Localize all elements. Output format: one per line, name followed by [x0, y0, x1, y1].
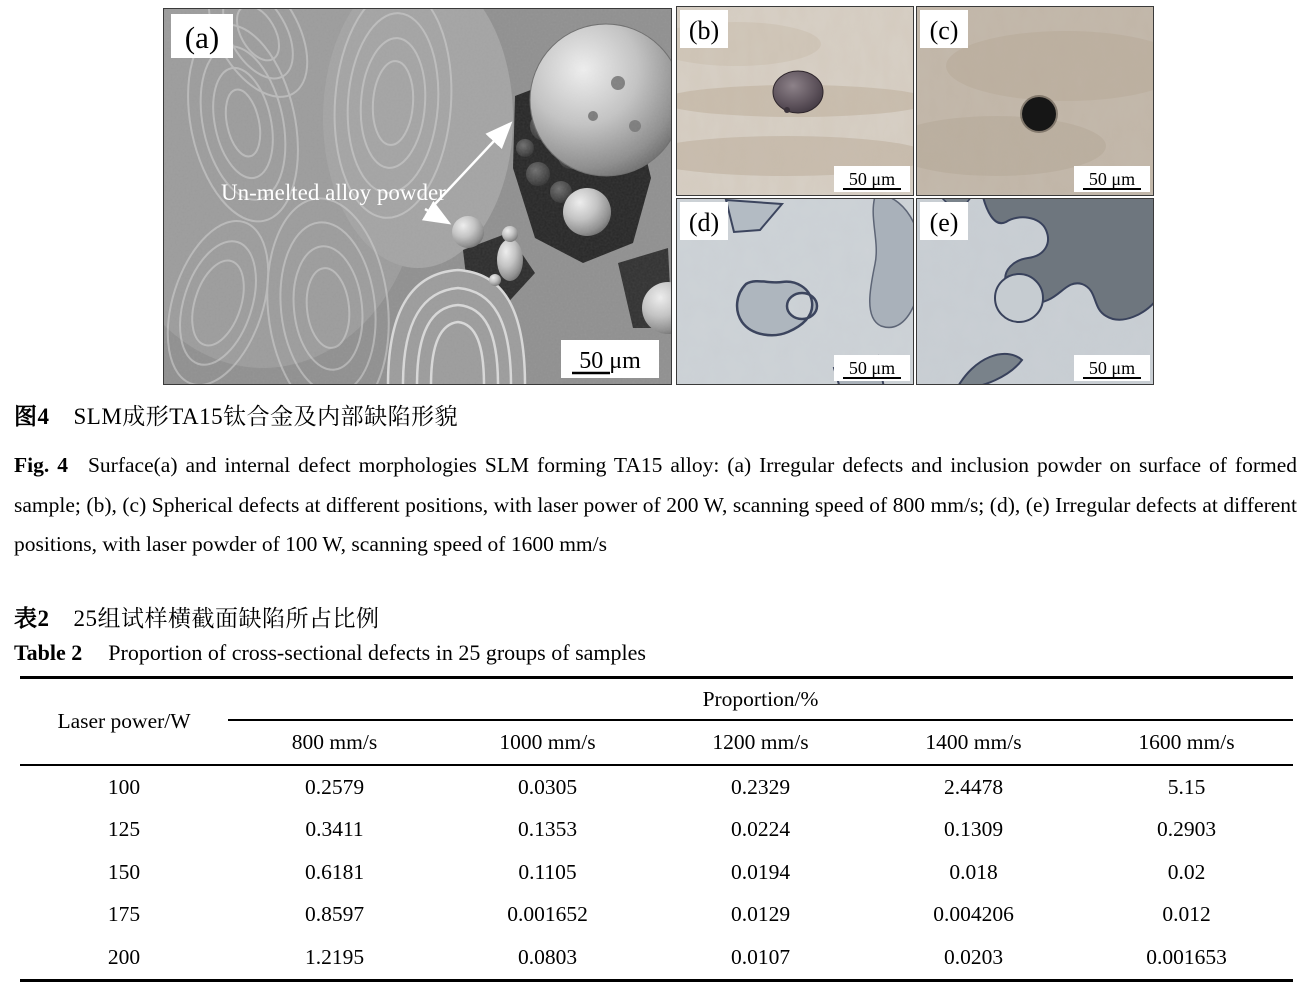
- cell-value: 0.001652: [507, 902, 588, 927]
- cell-value: 0.8597: [304, 902, 365, 927]
- panel-label: (a): [184, 20, 220, 55]
- scale-bar-label: 50 μm: [579, 348, 641, 374]
- table-caption-zh: [14, 600, 380, 633]
- annotation-text: Un-melted alloy powder: [221, 180, 446, 205]
- figure-caption-en: [14, 446, 1297, 565]
- cell-value: 1.2195: [304, 944, 365, 969]
- cell-value: 0.2903: [1156, 817, 1217, 842]
- col-header-1600: 1600 mm/s: [1080, 720, 1293, 765]
- defect-proportion-table: [20, 676, 1293, 982]
- sem-image: [163, 8, 672, 385]
- row-power: 175: [107, 902, 141, 927]
- col-header-1400: 1400 mm/s: [867, 720, 1080, 765]
- scale-bar-label: 50 μm: [848, 169, 896, 189]
- cell-value: 0.2579: [304, 774, 365, 799]
- cell-value: 0.0305: [517, 774, 578, 799]
- col-header-800: 800 mm/s: [228, 720, 441, 765]
- cell-value: 0.0194: [730, 859, 791, 884]
- panel-label: (b): [688, 16, 720, 45]
- row-power: 200: [107, 944, 141, 969]
- cell-value: 0.02: [1167, 859, 1206, 884]
- col-header-laser-power: Laser power/W: [20, 678, 228, 766]
- scale-bar-label: 50 μm: [848, 358, 896, 378]
- figure-caption-zh: [14, 398, 458, 431]
- optical-image: [916, 6, 1154, 196]
- table-caption-en-label: Table 2: [14, 640, 83, 665]
- table-caption-en-text: Proportion of cross-sectional defects in 25 groups of samples: [108, 640, 646, 665]
- micrograph-panel-d: [676, 198, 914, 385]
- cell-value: 0.0129: [730, 902, 791, 927]
- table-row: [20, 936, 1293, 980]
- optical-image: [916, 198, 1154, 385]
- table-caption-en: [14, 640, 646, 666]
- micrograph-panel-e: [916, 198, 1154, 385]
- cell-value: 0.012: [1162, 902, 1211, 927]
- cell-value: 0.004206: [933, 902, 1014, 927]
- cell-value: 0.0203: [943, 944, 1004, 969]
- figure-caption-en-label: Fig. 4: [14, 453, 68, 477]
- cell-value: 0.018: [949, 859, 998, 884]
- col-header-1000: 1000 mm/s: [441, 720, 654, 765]
- table-row: [20, 809, 1293, 852]
- row-power: 150: [107, 859, 141, 884]
- table-row: [20, 894, 1293, 937]
- panel-label: (e): [929, 208, 959, 237]
- cell-value: 0.2329: [730, 774, 791, 799]
- figure-caption-zh-label: 图4: [14, 404, 50, 429]
- cell-value: 2.4478: [943, 774, 1004, 799]
- cell-value: 0.1309: [943, 817, 1004, 842]
- cell-value: 0.3411: [305, 817, 364, 842]
- micrograph-panel-c: [916, 6, 1154, 196]
- scale-bar-label: 50 μm: [1088, 169, 1136, 189]
- scale-bar-label: 50 μm: [1088, 358, 1136, 378]
- optical-image: [676, 6, 914, 196]
- table-caption-zh-label: 表2: [14, 606, 50, 631]
- micrograph-panel-a: [163, 8, 672, 385]
- panel-label: (d): [688, 208, 720, 237]
- cell-value: 0.0224: [730, 817, 791, 842]
- table-row: [20, 765, 1293, 809]
- cell-value: 0.0107: [730, 944, 791, 969]
- table-2-container: [20, 676, 1293, 982]
- cell-value: 0.1105: [518, 859, 577, 884]
- micrograph-panel-b: [676, 6, 914, 196]
- figure-caption-zh-text: SLM成形TA15钛合金及内部缺陷形貌: [73, 404, 459, 429]
- cell-value: 0.1353: [517, 817, 578, 842]
- optical-image: [676, 198, 914, 385]
- table-row: [20, 851, 1293, 894]
- panel-label: (c): [929, 16, 959, 45]
- cell-value: 5.15: [1167, 774, 1206, 799]
- figure-caption-en-text: Surface(a) and internal defect morphologies SLM forming TA15 alloy: (a) Irregular defects and inclusion powder on surface of formed sample; (b), (c) Spherical defects at different positions, with laser power of 200 W, scanning speed of 800 mm/s; (d), (e) Irregular defects at different positions, with laser powder of 100 W, scanning speed of 1600 mm/s: [14, 453, 1297, 556]
- cell-value: 0.6181: [304, 859, 365, 884]
- cell-value: 0.0803: [517, 944, 578, 969]
- row-power: 125: [107, 817, 141, 842]
- cell-value: 0.001653: [1146, 944, 1227, 969]
- col-group-header-proportion: Proportion/%: [228, 678, 1293, 721]
- row-power: 100: [107, 774, 141, 799]
- table-caption-zh-text: 25组试样横截面缺陷所占比例: [73, 606, 380, 631]
- col-header-1200: 1200 mm/s: [654, 720, 867, 765]
